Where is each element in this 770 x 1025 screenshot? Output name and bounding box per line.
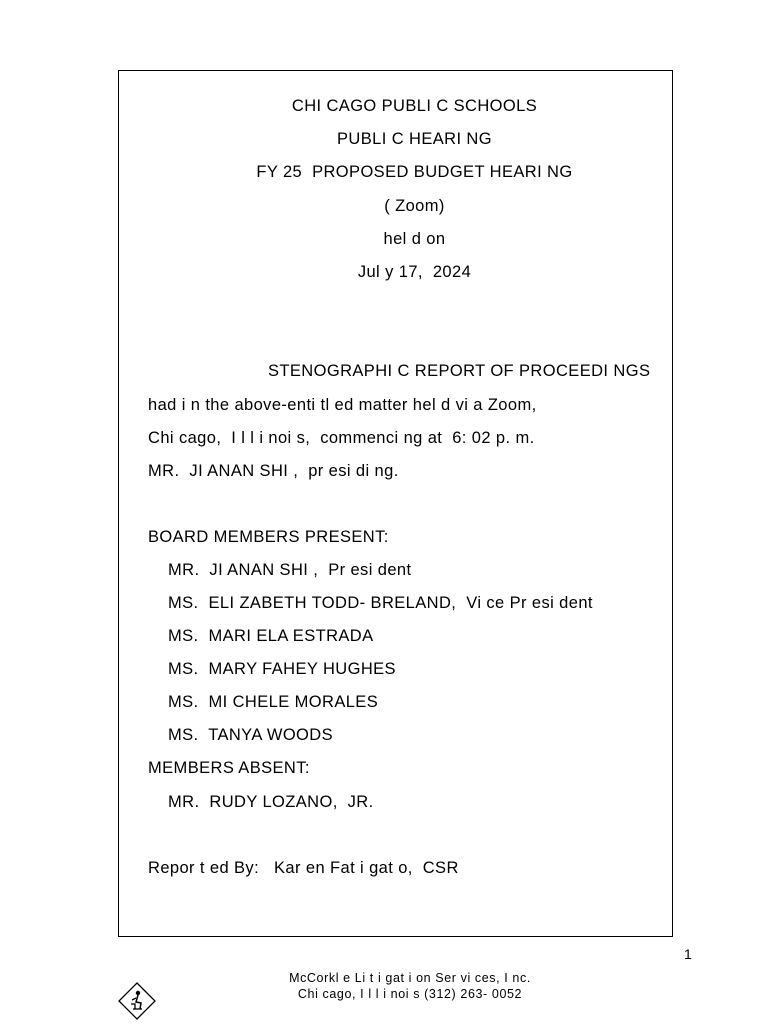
report-line-2: Chi cago, I l l i noi s, commenci ng at 6: 02 p. m. — [148, 429, 535, 447]
header-hearing-title: FY 25 PROPOSED BUDGET HEARI NG — [256, 163, 573, 181]
board-member-present: MR. JI ANAN SHI , Pr esi dent — [168, 561, 412, 579]
header-held-on: hel d on — [383, 230, 446, 248]
board-member-present: MS. MARY FAHEY HUGHES — [168, 660, 396, 678]
footer-contact: Chi cago, I l l i noi s (312) 263- 0052 — [297, 987, 523, 1001]
board-member-present: MS. TANYA WOODS — [168, 726, 334, 744]
board-present-heading: BOARD MEMBERS PRESENT: — [148, 528, 389, 546]
board-absent-heading: MEMBERS ABSENT: — [148, 759, 310, 777]
board-member-present: MS. MARI ELA ESTRADA — [168, 627, 374, 645]
report-line-3: MR. JI ANAN SHI , pr esi di ng. — [148, 462, 399, 480]
header-organization: CHI CAGO PUBLI C SCHOOLS — [291, 97, 538, 115]
courtroom-figure-diamond-icon — [118, 982, 156, 1020]
board-member-absent: MR. RUDY LOZANO, JR. — [168, 793, 374, 811]
header-format: ( Zoom) — [384, 197, 445, 215]
header-event-type: PUBLI C HEARI NG — [337, 130, 492, 148]
report-line-1: had i n the above-enti tl ed matter hel d vi a Zoom, — [148, 396, 537, 414]
header-date: Jul y 17, 2024 — [357, 263, 472, 281]
page-number: 1 — [684, 946, 692, 962]
footer-company: McCorkl e Li t i gat i on Ser vi ces, I nc. — [289, 971, 531, 985]
board-member-present: MS. MI CHELE MORALES — [168, 693, 379, 711]
reported-by: Repor t ed By: Kar en Fat i gat o, CSR — [148, 859, 459, 877]
board-member-present: MS. ELI ZABETH TODD- BRELAND, Vi ce Pr esi dent — [168, 594, 593, 612]
report-title: STENOGRAPHI C REPORT OF PROCEEDI NGS — [268, 362, 651, 380]
